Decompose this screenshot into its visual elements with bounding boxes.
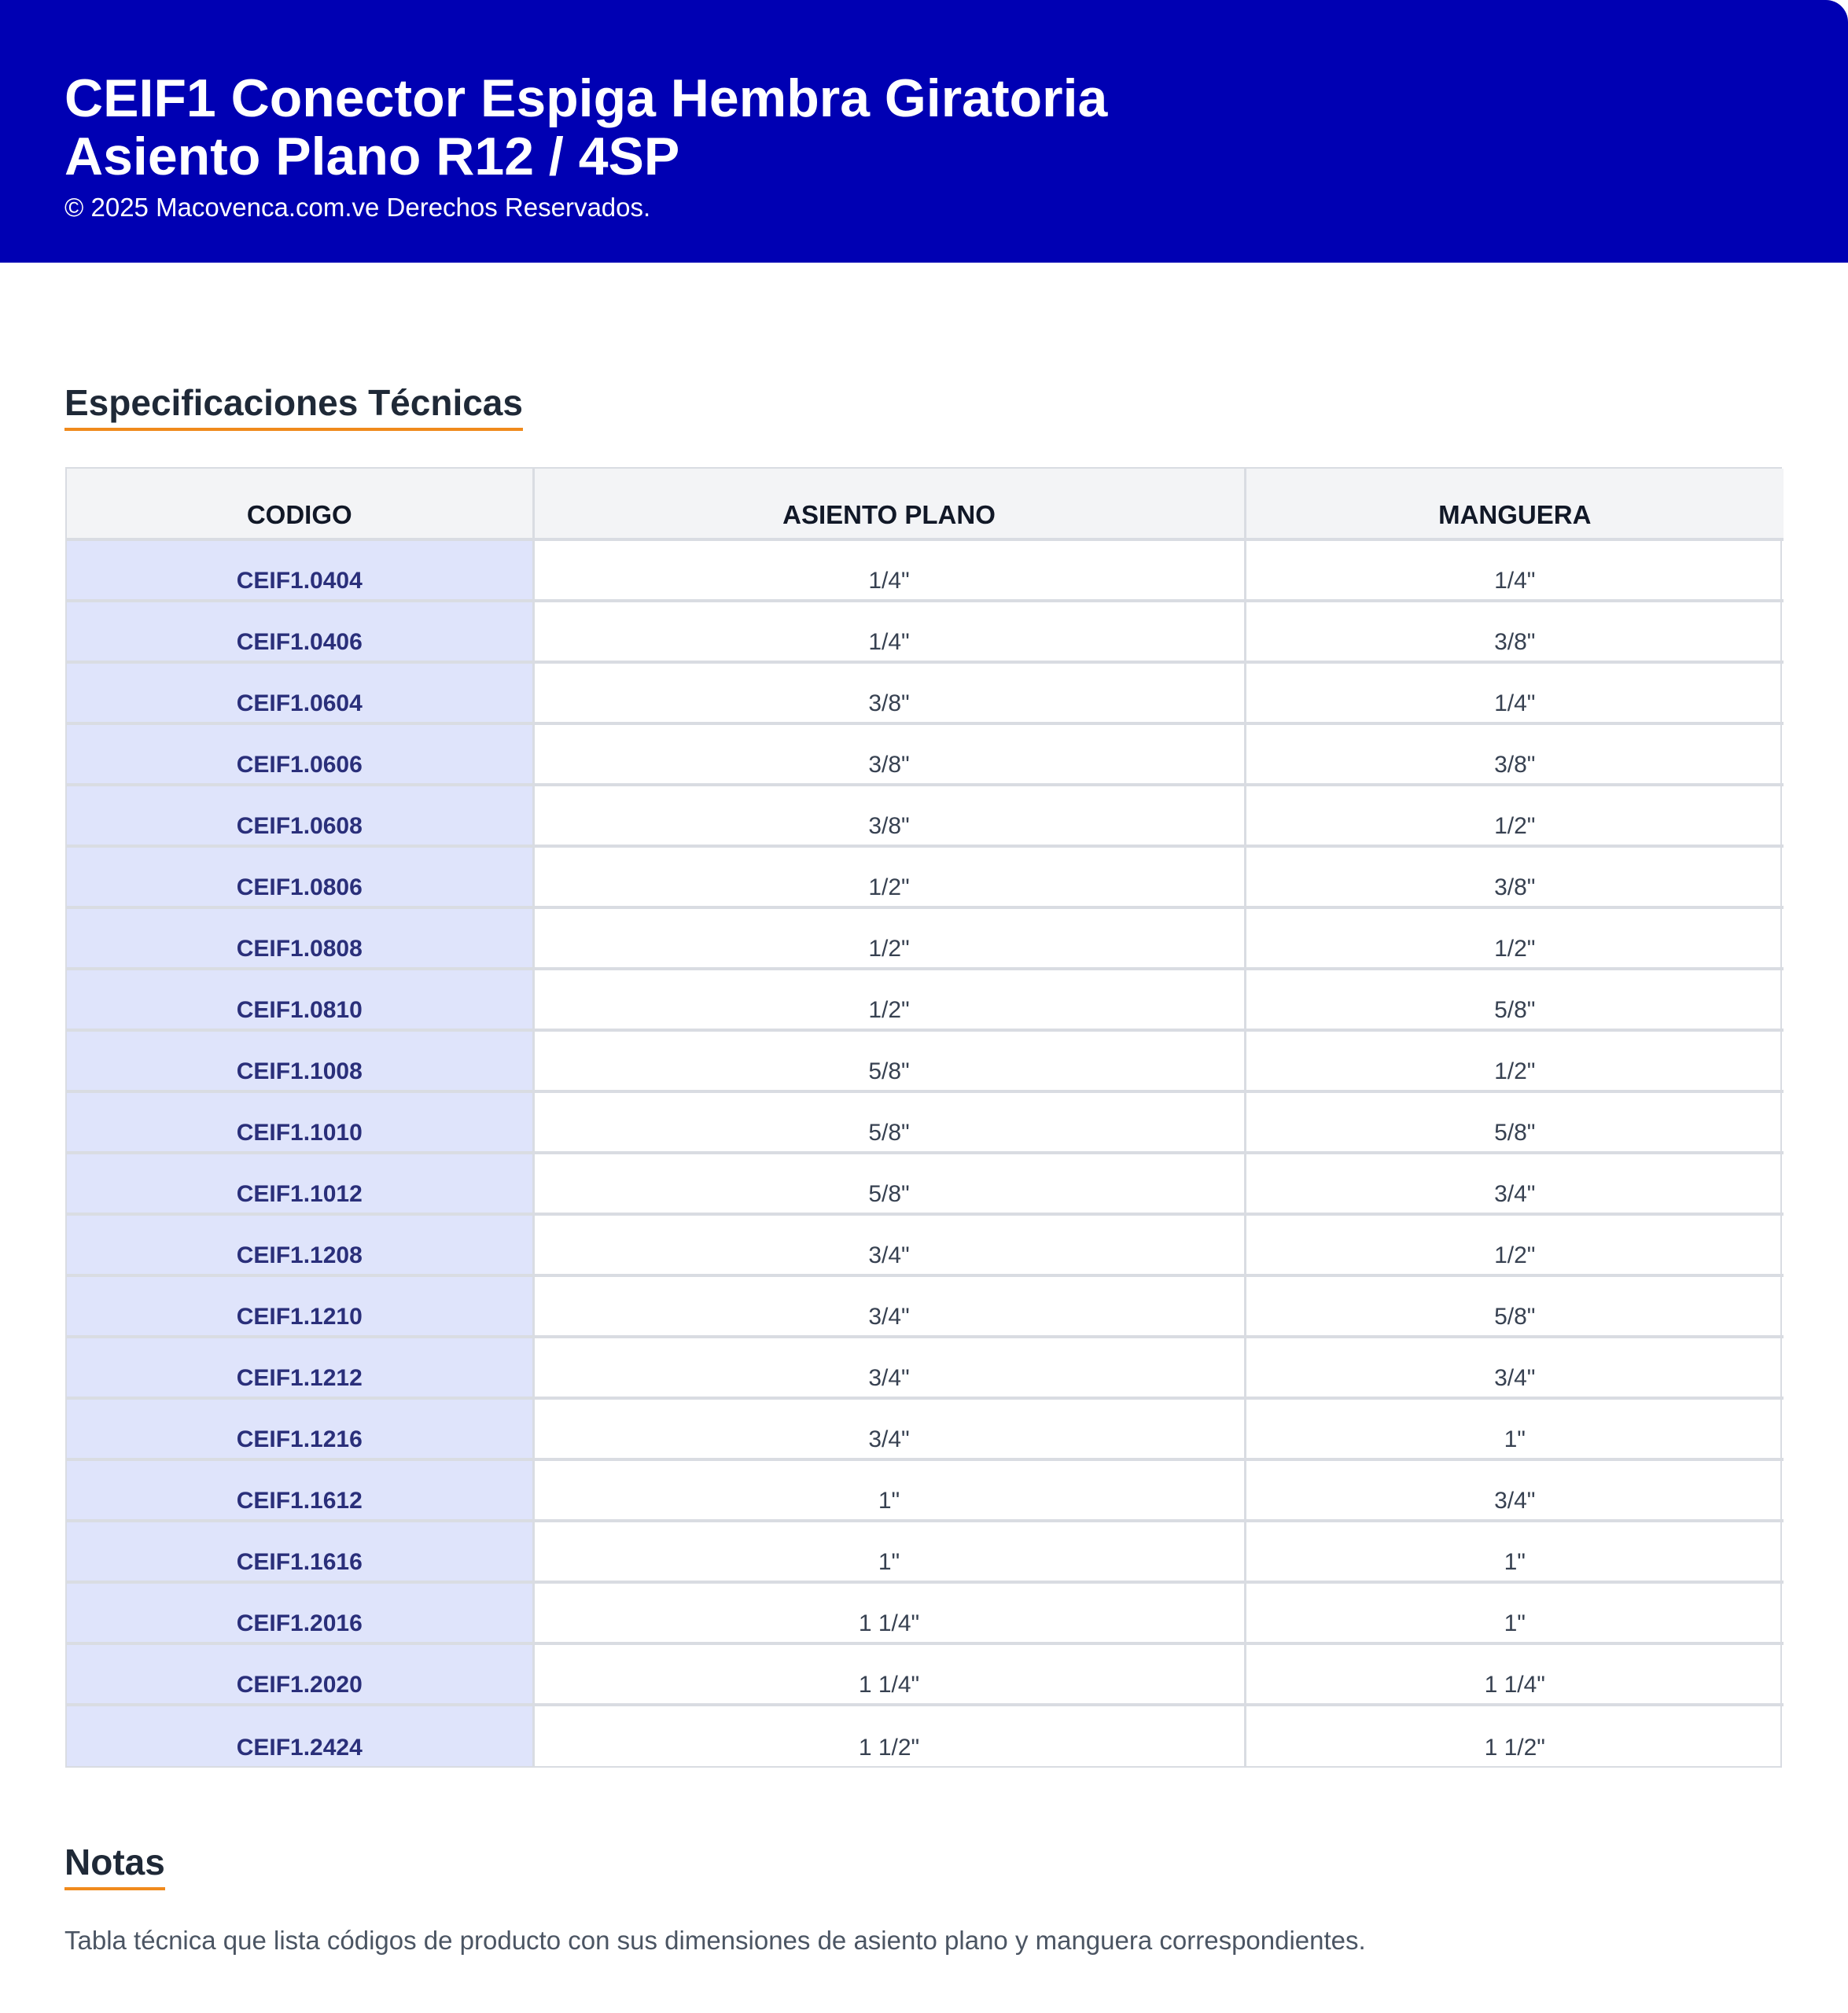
code-cell: CEIF1.1208 (67, 1214, 533, 1275)
table-row (67, 1091, 1784, 1153)
code-cell: CEIF1.1010 (67, 1091, 533, 1153)
asiento-cell: 1/2" (533, 969, 1245, 1030)
code-cell: CEIF1.0808 (67, 907, 533, 969)
asiento-cell: 3/8" (533, 723, 1245, 785)
code-cell: CEIF1.2016 (67, 1582, 533, 1643)
asiento-cell: 3/8" (533, 662, 1245, 723)
manguera-cell: 3/4" (1245, 1459, 1784, 1521)
table-row (67, 1153, 1784, 1214)
table-row (67, 723, 1784, 785)
manguera-cell: 1 1/4" (1245, 1643, 1784, 1705)
asiento-cell: 1 1/4" (533, 1643, 1245, 1705)
manguera-cell: 1" (1245, 1582, 1784, 1643)
table-row (67, 969, 1784, 1030)
manguera-cell: 3/4" (1245, 1153, 1784, 1214)
asiento-cell: 3/4" (533, 1398, 1245, 1459)
code-cell: CEIF1.0806 (67, 846, 533, 907)
table-row (67, 1398, 1784, 1459)
code-cell: CEIF1.0404 (67, 539, 533, 601)
page-header (0, 0, 1848, 263)
manguera-cell: 3/8" (1245, 846, 1784, 907)
manguera-cell: 3/4" (1245, 1337, 1784, 1398)
specs-heading: Especificaciones Técnicas (64, 381, 523, 431)
table-header-row (67, 469, 1784, 539)
manguera-cell: 3/8" (1245, 723, 1784, 785)
asiento-cell: 1" (533, 1459, 1245, 1521)
table-row (67, 662, 1784, 723)
manguera-cell: 5/8" (1245, 969, 1784, 1030)
table-row (67, 601, 1784, 662)
table-row (67, 907, 1784, 969)
asiento-cell: 1/2" (533, 907, 1245, 969)
column-header-asiento-plano: ASIENTO PLANO (533, 469, 1245, 539)
asiento-cell: 3/4" (533, 1214, 1245, 1275)
table-row (67, 846, 1784, 907)
asiento-cell: 1 1/2" (533, 1705, 1245, 1766)
asiento-cell: 1" (533, 1521, 1245, 1582)
asiento-cell: 5/8" (533, 1153, 1245, 1214)
code-cell: CEIF1.1210 (67, 1275, 533, 1337)
asiento-cell: 3/8" (533, 785, 1245, 846)
asiento-cell: 3/4" (533, 1275, 1245, 1337)
code-cell: CEIF1.1612 (67, 1459, 533, 1521)
table-row (67, 1521, 1784, 1582)
asiento-cell: 1/4" (533, 601, 1245, 662)
column-header-manguera: MANGUERA (1245, 469, 1784, 539)
code-cell: CEIF1.1212 (67, 1337, 533, 1398)
manguera-cell: 5/8" (1245, 1091, 1784, 1153)
code-cell: CEIF1.2020 (67, 1643, 533, 1705)
code-cell: CEIF1.1216 (67, 1398, 533, 1459)
column-header-codigo: CODIGO (67, 469, 533, 539)
specs-table (65, 467, 1782, 1768)
manguera-cell: 1/2" (1245, 1030, 1784, 1091)
manguera-cell: 1/4" (1245, 662, 1784, 723)
table-row (67, 1459, 1784, 1521)
manguera-cell: 1/4" (1245, 539, 1784, 601)
copyright-text: © 2025 Macovenca.com.ve Derechos Reservados. (64, 193, 651, 222)
table-row (67, 1582, 1784, 1643)
asiento-cell: 5/8" (533, 1091, 1245, 1153)
code-cell: CEIF1.0608 (67, 785, 533, 846)
code-cell: CEIF1.2424 (67, 1705, 533, 1766)
manguera-cell: 1 1/2" (1484, 1735, 1545, 1761)
manguera-cell: 1" (1245, 1398, 1784, 1459)
manguera-cell: 5/8" (1245, 1275, 1784, 1337)
code-cell: CEIF1.0406 (67, 601, 533, 662)
notes-text: Tabla técnica que lista códigos de producto con sus dimensiones de asiento plano y manguera correspondientes. (64, 1926, 1366, 1955)
code-cell: CEIF1.1616 (67, 1521, 533, 1582)
table-row (67, 1030, 1784, 1091)
table-row (67, 1214, 1784, 1275)
manguera-cell: 3/8" (1245, 601, 1784, 662)
table-row (67, 1337, 1784, 1398)
table-row (67, 785, 1784, 846)
table-row (67, 1705, 1784, 1766)
manguera-cell: 1/2" (1245, 907, 1784, 969)
table-row (67, 1643, 1784, 1705)
manguera-cell: 1" (1245, 1521, 1784, 1582)
asiento-cell: 1/4" (533, 539, 1245, 601)
asiento-cell: 1 1/4" (533, 1582, 1245, 1643)
manguera-cell: 1/2" (1245, 785, 1784, 846)
code-cell: CEIF1.1008 (67, 1030, 533, 1091)
asiento-cell: 1/2" (533, 846, 1245, 907)
table-row (67, 1275, 1784, 1337)
asiento-cell: 5/8" (533, 1030, 1245, 1091)
code-cell: CEIF1.0606 (67, 723, 533, 785)
asiento-cell: 3/4" (533, 1337, 1245, 1398)
table-row (67, 539, 1784, 601)
manguera-cell: 1/2" (1245, 1214, 1784, 1275)
page-title: CEIF1 Conector Espiga Hembra Giratoria Asiento Plano R12 / 4SP (64, 68, 1108, 186)
code-cell: CEIF1.1012 (67, 1153, 533, 1214)
notes-heading: Notas (64, 1840, 165, 1890)
code-cell: CEIF1.0810 (67, 969, 533, 1030)
code-cell: CEIF1.0604 (67, 662, 533, 723)
